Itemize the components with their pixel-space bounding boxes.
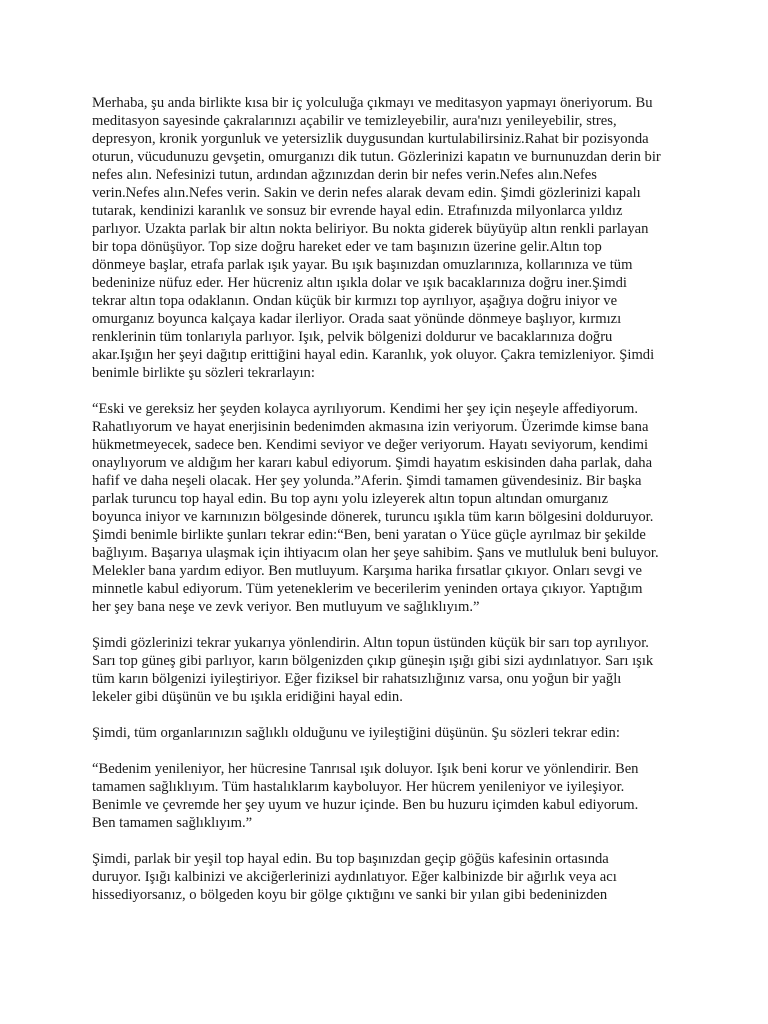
paragraph-affirmation-2: “Bedenim yenileniyor, her hücresine Tanrısal ışık doluyor. Işık beni korur ve yönlendirir. Ben tamamen sağlıklıyım. Tüm hastalıklarım kayboluyor. Her hücrem yenileniyor ve iyileşiyor. Benimle ve çevremde her şey uyum ve huzur içinde. Ben bu huzuru içimden kabul ediyorum. Ben tamamen sağlıklıyım.” [92, 761, 639, 831]
paragraph-organs: Şimdi, tüm organlarınızın sağlıklı olduğunu ve iyileştiğini düşünün. Şu sözleri tekrar edin: [92, 725, 620, 741]
paragraph-intro: Merhaba, şu anda birlikte kısa bir iç yolculuğa çıkmayı ve meditasyon yapmayı öneriyorum. Bu meditasyon sayesinde çakralarınızı açabilir ve temizleyebilir, aura'nızı yenileyebilir, stres, depresyon, kronik yorgunluk ve yetersizlik duygusundan kurtulabilirsiniz.Rahat bir pozisyonda oturun, vücudunuzu gevşetin, omurganızı dik tutun. Gözlerinizi kapatın ve burnunuzdan derin bir nefes alın. Nefesinizi tutun, ardından ağzınızdan derin bir nefes verin.Nefes alın.Nefes verin.Nefes alın.Nefes verin. Sakin ve derin nefes alarak devam edin. Şimdi gözlerinizi kapalı tutarak, kendinizi karanlık ve sonsuz bir evrende hayal edin. Etrafınızda milyonlarca yıldız parlıyor. Uzakta parlak bir altın nokta beliriyor. Bu nokta giderek büyüyüp altın renkli parlayan bir topa dönüşüyor. Top size doğru hareket eder ve tam başınızın üzerine gelir.Altın top dönmeye başlar, etrafa parlak ışık yayar. Bu ışık başınızdan omuzlarınıza, kollarınıza ve tüm bedeninize nüfuz eder. Her hücreniz altın ışıkla dolar ve ışık bacaklarınıza doğru iner.Şimdi tekrar altın topa odaklanın. Ondan küçük bir kırmızı top ayrılıyor, aşağıya doğru iniyor ve omurganız boyunca kalçaya kadar ilerliyor. Orada saat yönünde dönmeye başlıyor, kırmızı renklerinin tüm tonlarıyla parlıyor. Işık, pelvik bölgenizi doldurur ve bacaklarınıza doğru akar.Işığın her şeyi dağıtıp erittiğini hayal edin. Karanlık, yok oluyor. Çakra temizleniyor. Şimdi benimle birlikte şu sözleri tekrarlayın: [92, 95, 661, 381]
paragraph-affirmation-1: “Eski ve gereksiz her şeyden kolayca ayrılıyorum. Kendimi her şey için neşeyle affediyorum. Rahatlıyorum ve hayat enerjisinin bedenimden akmasına izin veriyorum. Üzerimde kimse bana hükmetmeyecek, sadece ben. Kendimi seviyor ve değer veriyorum. Hayatı seviyorum, kendimi onaylıyorum ve aldığım her kararı kabul ediyorum. Şimdi hayatım eskisinden daha parlak, daha hafif ve daha neşeli olacak. Her şey yolunda.”Aferin. Şimdi tamamen güvendesiniz. Bir başka parlak turuncu top hayal edin. Bu top aynı yolu izleyerek altın topun altından omurganız boyunca iniyor ve karnınızın bölgesinde dönerek, turuncu ışıkla tüm karın bölgesini dolduruyor. Şimdi benimle birlikte şunları tekrar edin:“Ben, beni yaratan o Yüce güçle ayrılmaz bir şekilde bağlıyım. Başarıya ulaşmak için ihtiyacım olan her şeye sahibim. Şans ve mutluluk beni buluyor. Melekler bana yardım ediyor. Ben mutluyum. Karşıma harika fırsatlar çıkıyor. Onları sevgi ve minnetle kabul ediyorum. Tüm yeteneklerim ve becerilerim yeninden ortaya çıkıyor. Yaptığım her şey bana neşe ve zevk veriyor. Ben mutluyum ve sağlıklıyım.” [92, 401, 659, 615]
document-page [92, 94, 688, 922]
paragraph-yellow-ball: Şimdi gözlerinizi tekrar yukarıya yönlendirin. Altın topun üstünden küçük bir sarı top ayrılıyor. Sarı top güneş gibi parlıyor, karın bölgenizden çıkıp güneşin ışığı gibi sizi aydınlatıyor. Sarı ışık tüm karın bölgenizi iyileştiriyor. Eğer fiziksel bir rahatsızlığınız varsa, onu yoğun bir yağlı lekeler gibi düşünün ve bu ışıkla eridiğini hayal edin. [92, 635, 654, 705]
paragraph-green-ball: Şimdi, parlak bir yeşil top hayal edin. Bu top başınızdan geçip göğüs kafesinin ortasında duruyor. Işığı kalbinizi ve akciğerlerinizi aydınlatıyor. Eğer kalbinizde bir ağırlık veya acı hissediyorsanız, o bölgeden koyu bir gölge çıktığını ve sanki bir yılan gibi bedeninizden [92, 851, 617, 903]
